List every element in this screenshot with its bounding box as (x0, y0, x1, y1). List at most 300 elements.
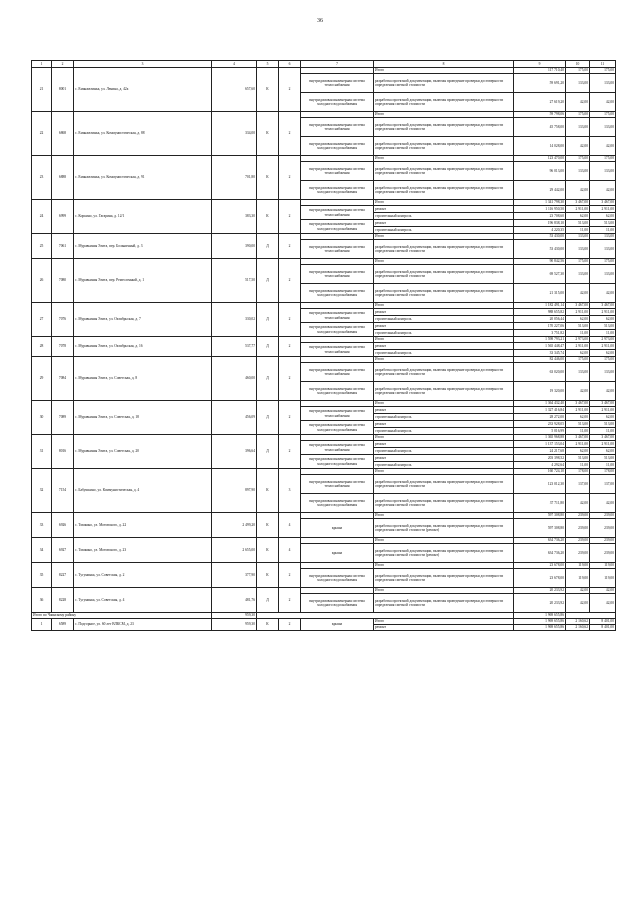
work-type: ремонт (374, 309, 514, 316)
value: 42,00 (590, 181, 616, 200)
value: 29 442,00 (514, 181, 566, 200)
work-type: разработка проектной документации, включая проведение проверки достоверности определения сметной стоимости (374, 475, 514, 494)
total-value: 59 798,06 (514, 112, 566, 118)
row-number: 24 (32, 200, 52, 234)
class: К (257, 68, 279, 112)
total-value: 175,00 (590, 259, 616, 265)
address: с. Еманжелинка, ул. Коммунистическая, д. 91 (74, 156, 212, 200)
total-label: Итого (374, 234, 514, 240)
total-value: 119,00 (590, 563, 616, 569)
class: Д (257, 357, 279, 401)
area: 377,90 (212, 563, 257, 588)
total-value: 175,00 (566, 68, 590, 74)
floors: 2 (279, 234, 301, 259)
row-number: 36 (32, 588, 52, 613)
total-value: 178,00 (566, 469, 590, 475)
system: внутридомовая инженерная система теплоснабжения (301, 162, 374, 181)
floors: 4 (279, 538, 301, 563)
class: К (257, 619, 279, 631)
work-type: разработка проектной документации, включая проведение проверки достоверности определения сметной стоимости (ремонт) (374, 544, 514, 563)
work-type: строительный контроль (374, 448, 514, 455)
work-type: разработка проектной документации, включая проведение проверки достоверности определения сметной стоимости (374, 118, 514, 137)
house-code: 7089 (52, 401, 74, 435)
value: 42,00 (590, 93, 616, 112)
value: 133,00 (590, 363, 616, 382)
address: с. Муравьиная Элита, пер. Больничный, д. 3 (74, 234, 212, 259)
total-value: 123 470,00 (514, 156, 566, 162)
value: 11,00 (590, 330, 616, 337)
value: 2 911,00 (590, 441, 616, 448)
class: К (257, 538, 279, 563)
value: 62,00 (566, 448, 590, 455)
total-value: 1 364 432,40 (514, 401, 566, 407)
value: 2 911,00 (590, 206, 616, 213)
house-code: 6868 (52, 112, 74, 156)
system: внутридомовая инженерная система холодного водоснабжения (301, 494, 374, 513)
total-value: 239,00 (590, 513, 616, 519)
value: 53 430,00 (514, 240, 566, 259)
work-type: разработка проектной документации, включая проведение проверки достоверности определения сметной стоимости (374, 240, 514, 259)
floors: 2 (279, 337, 301, 357)
system: внутридомовая инженерная система теплоснабжения (301, 265, 374, 284)
value: 4 292,64 (514, 462, 566, 469)
work-type: разработка проектной документации, включая проведение проверки достоверности определения сметной стоимости (ремонт) (374, 519, 514, 538)
total-label: Итого (374, 538, 514, 544)
work-type: разработка проектной документации, включая проведение проверки достоверности определения сметной стоимости (374, 74, 514, 93)
value: 42,00 (566, 594, 590, 613)
work-type: разработка проектной документации, включая проведение проверки достоверности определения сметной стоимости (374, 494, 514, 513)
value: 1 137 153,04 (514, 441, 566, 448)
row-number: 29 (32, 357, 52, 401)
work-type: разработка проектной документации, включая проведение проверки достоверности определения сметной стоимости (374, 569, 514, 588)
work-type: разработка проектной документации, включая проведение проверки достоверности определения сметной стоимости (374, 594, 514, 613)
value: 2 911,00 (590, 309, 616, 316)
total-value: 133,00 (566, 234, 590, 240)
total-value: 3 467,00 (566, 303, 590, 309)
total-label: Итого (374, 513, 514, 519)
work-type: строительный контроль (374, 462, 514, 469)
row-number: 22 (32, 112, 52, 156)
house-code: 7078 (52, 337, 74, 357)
value: 239,00 (590, 544, 616, 563)
column-number: 7 (301, 61, 374, 68)
value: 513,00 (590, 421, 616, 428)
total-label: Итого (374, 259, 514, 265)
value: 137,00 (590, 475, 616, 494)
column-number-row (32, 61, 616, 68)
district-total-sum: 1 969 655,86 (514, 613, 566, 619)
total-value: 42,00 (566, 588, 590, 594)
class: К (257, 469, 279, 513)
house-code: 7154 (52, 469, 74, 513)
value: 2 911,00 (566, 441, 590, 448)
area: 460,00 (212, 357, 257, 401)
total-value: 3 467,00 (590, 200, 616, 206)
value: 513,00 (590, 220, 616, 227)
work-type: строительный контроль (374, 428, 514, 435)
value: 24 217,68 (514, 448, 566, 455)
row-number: 34 (32, 538, 52, 563)
row-number: 25 (32, 234, 52, 259)
total-value: 175,00 (590, 112, 616, 118)
total-value: 23 678,00 (514, 563, 566, 569)
class: Д (257, 234, 279, 259)
address: с. Бабушкино, ул. Коммунистическая, д. 4 (74, 469, 212, 513)
floors: 4 (279, 513, 301, 538)
system: внутридомовая инженерная система теплоснабжения (301, 118, 374, 137)
column-number: 8 (374, 61, 514, 68)
value: 133,00 (590, 240, 616, 259)
value: 133,00 (566, 363, 590, 382)
value: 196 838,10 (514, 220, 566, 227)
value: 42,00 (566, 181, 590, 200)
house-code: 8001 (52, 68, 74, 112)
total-value: 3 467,00 (590, 303, 616, 309)
total-label: Итого (374, 619, 514, 625)
value: 11,00 (566, 227, 590, 234)
row-number: 27 (32, 303, 52, 337)
table-body (32, 68, 616, 631)
total-value: 3 467,00 (590, 435, 616, 441)
address: с. Муравьиная Элита, ул. Октябрьская, д. 7 (74, 303, 212, 337)
floors: 2 (279, 156, 301, 200)
work-type: ремонт (374, 343, 514, 350)
total-value: 3 467,00 (590, 401, 616, 407)
system: внутридомовая инженерная система теплоснабжения (301, 407, 374, 421)
house-code: 7084 (52, 357, 74, 401)
value: 62,00 (566, 213, 590, 220)
value: 63 020,00 (514, 363, 566, 382)
value: 203 398,52 (514, 455, 566, 462)
system: крыша (301, 619, 374, 631)
row-number: 28 (32, 337, 52, 357)
column-number: 3 (74, 61, 212, 68)
value: 133,00 (590, 162, 616, 181)
value: 62,00 (590, 448, 616, 455)
column-number: 5 (257, 61, 279, 68)
address: с. Муравьиная Элита, ул. Советская, д. 8 (74, 357, 212, 401)
value: 123 012,30 (514, 475, 566, 494)
house-code: 6888 (52, 156, 74, 200)
total-value: 239,00 (566, 538, 590, 544)
value: 239,00 (566, 519, 590, 538)
total-value: 1 365 968,88 (514, 435, 566, 441)
system: внутридомовая инженерная система холодного водоснабжения (301, 181, 374, 200)
system: внутридомовая инженерная система холодного водоснабжения (301, 455, 374, 469)
value: 2 911,00 (566, 206, 590, 213)
value: 1 565 448,47 (514, 343, 566, 350)
floors: 2 (279, 619, 301, 631)
address: с. Муравьиная Элита, ул. Октябрьская, д. 16 (74, 337, 212, 357)
column-number: 4 (212, 61, 257, 68)
system: внутридомовая инженерная система холодного водоснабжения (301, 137, 374, 156)
value: 33 345,74 (514, 350, 566, 357)
area: 537,77 (212, 337, 257, 357)
value: 3 751,82 (514, 330, 566, 337)
work-type: разработка проектной документации, включая проведение проверки достоверности определения сметной стоимости (374, 181, 514, 200)
class: Д (257, 401, 279, 435)
total-value: 53 430,00 (514, 234, 566, 240)
value: 513,00 (566, 455, 590, 462)
value: 133,00 (566, 240, 590, 259)
house-code: 6927 (52, 538, 74, 563)
total-value: 119,00 (566, 563, 590, 569)
value: 59 691,20 (514, 74, 566, 93)
value: 11,00 (566, 462, 590, 469)
row-number: 35 (32, 563, 52, 588)
work-type: разработка проектной документации, включая проведение проверки достоверности определения сметной стоимости (374, 363, 514, 382)
value: 11,00 (590, 428, 616, 435)
value: 62,00 (590, 316, 616, 323)
total-label: Итого (374, 435, 514, 441)
floors: 3 (279, 469, 301, 513)
total-value: 634 736,20 (514, 538, 566, 544)
area: 897,90 (212, 469, 257, 513)
work-type: строительный контроль (374, 227, 514, 234)
area: 517,50 (212, 259, 257, 303)
area: 657,60 (212, 68, 257, 112)
address: с. Тугунинка, ул. Советская, д. 4 (74, 588, 212, 613)
total-value: 175,00 (566, 156, 590, 162)
class: К (257, 563, 279, 588)
floors: 2 (279, 401, 301, 435)
value: 1 327 416,84 (514, 407, 566, 414)
work-type: строительный контроль (374, 350, 514, 357)
address: с. Еманжелинка, ул. Коммунистическая, д. 88 (74, 112, 212, 156)
total-value: 175,00 (566, 112, 590, 118)
value: 45 758,00 (514, 118, 566, 137)
total-value: 175,00 (590, 156, 616, 162)
address: с. Муравьиная Элита, ул. Советская, д. 18 (74, 401, 212, 435)
area: 481,76 (212, 588, 257, 613)
total-value: 2 973,00 (590, 337, 616, 343)
address: с. Муравьиная Элита, ул. Советская, д. 20 (74, 435, 212, 469)
value: 42,00 (566, 382, 590, 401)
work-type: ремонт (374, 407, 514, 414)
class: Д (257, 435, 279, 469)
work-type: разработка проектной документации, включая проведение проверки достоверности определения сметной стоимости (374, 137, 514, 156)
work-type: разработка проектной документации, включая проведение проверки достоверности определения сметной стоимости (374, 265, 514, 284)
total-value: 3 467,00 (566, 435, 590, 441)
total-value: 1 182 491,14 (514, 303, 566, 309)
total-label: Итого (374, 337, 514, 343)
value: 2 911,00 (590, 407, 616, 414)
total-value: 175,00 (566, 259, 590, 265)
total-value: 117 710,40 (514, 68, 566, 74)
system: внутридомовая инженерная система теплоснабжения (301, 363, 374, 382)
value: 42,00 (566, 494, 590, 513)
value: 1 969 655,86 (514, 625, 566, 631)
total-value: 1 969 655,86 (514, 619, 566, 625)
system: внутридомовая инженерная система холодного водоснабжения (301, 421, 374, 435)
work-type: ремонт (374, 323, 514, 330)
system: внутридомовая инженерная система холодного водоснабжения (301, 382, 374, 401)
value: 2 911,00 (566, 309, 590, 316)
system: внутридомовая инженерная система холодного водоснабжения (301, 594, 374, 613)
value: 2 911,00 (566, 407, 590, 414)
system: внутридомовая инженерная система теплоснабжения (301, 206, 374, 220)
value: 42,00 (590, 594, 616, 613)
total-label: Итого (374, 357, 514, 363)
value: 23 708,60 (514, 213, 566, 220)
work-type: строительный контроль (374, 213, 514, 220)
system: крыша (301, 544, 374, 563)
work-type: разработка проектной документации, включая проведение проверки достоверности определения сметной стоимости (374, 382, 514, 401)
district-total-label: Итого по Чаинскому району (32, 613, 212, 619)
total-label: Итого (374, 563, 514, 569)
system: внутридомовая инженерная система холодного водоснабжения (301, 93, 374, 112)
floors: 2 (279, 435, 301, 469)
system: внутридомовая инженерная система теплоснабжения (301, 441, 374, 455)
house-code: 8228 (52, 588, 74, 613)
address: с. Тимкино, ул. Мотовского, д. 22 (74, 513, 212, 538)
total-value: 160 724,10 (514, 469, 566, 475)
address: с. Тимкино, ул. Мотовского, д. 23 (74, 538, 212, 563)
area: 330,02 (212, 303, 257, 337)
total-value: 90 842,56 (514, 259, 566, 265)
value: 27 619,20 (514, 93, 566, 112)
value: 11,00 (566, 330, 590, 337)
house-code: 6926 (52, 513, 74, 538)
floors: 2 (279, 357, 301, 401)
value: 8 401,00 (590, 625, 616, 631)
total-value: 597 308,80 (514, 513, 566, 519)
class: Д (257, 337, 279, 357)
value: 4 220,35 (514, 227, 566, 234)
row-number: 26 (32, 259, 52, 303)
total-value: 239,00 (590, 538, 616, 544)
area: 2 499,20 (212, 513, 257, 538)
house-code: 7061 (52, 234, 74, 259)
house-code: 7076 (52, 303, 74, 337)
class: Д (257, 259, 279, 303)
total-value: 133,00 (590, 234, 616, 240)
value: 239,00 (590, 519, 616, 538)
floors: 2 (279, 200, 301, 234)
value: 11,00 (590, 462, 616, 469)
class: К (257, 112, 279, 156)
value: 513,00 (566, 220, 590, 227)
class: К (257, 200, 279, 234)
floors: 2 (279, 112, 301, 156)
total-value: 175,00 (566, 357, 590, 363)
floors: 2 (279, 303, 301, 337)
work-type: ремонт (374, 441, 514, 448)
row-number: 30 (32, 401, 52, 435)
capital-repair-table (31, 60, 616, 631)
area: 701,80 (212, 156, 257, 200)
work-type: строительный контроль (374, 316, 514, 323)
class: Д (257, 588, 279, 613)
column-number: 2 (52, 61, 74, 68)
total-value: 2 973,00 (566, 337, 590, 343)
house-code: 6589 (52, 619, 74, 631)
total-label: Итого (374, 303, 514, 309)
value: 137,00 (566, 475, 590, 494)
column-number: 6 (279, 61, 301, 68)
floors: 2 (279, 259, 301, 303)
row-number: 1 (32, 619, 52, 631)
row-number: 31 (32, 435, 52, 469)
value: 11,00 (590, 227, 616, 234)
system: внутридомовая инженерная система холодного водоснабжения (301, 569, 374, 588)
address: с. Муравьиная Элита, пер. Ремесленный, д. 1 (74, 259, 212, 303)
system: внутридомовая инженерная система теплоснабжения (301, 74, 374, 93)
value: 21 315,00 (514, 284, 566, 303)
work-type: разработка проектной документации, включая проведение проверки достоверности определения сметной стоимости (374, 162, 514, 181)
value: 62,00 (590, 350, 616, 357)
floors: 2 (279, 588, 301, 613)
value: 513,00 (566, 421, 590, 428)
total-value: 8 401,00 (590, 619, 616, 625)
area: 396,64 (212, 435, 257, 469)
floors: 2 (279, 563, 301, 588)
value: 513,00 (590, 455, 616, 462)
system: внутридомовая инженерная система теплоснабжения (301, 475, 374, 494)
house-code: 7080 (52, 259, 74, 303)
value: 133,00 (566, 74, 590, 93)
value: 119,00 (566, 569, 590, 588)
value: 2 911,00 (566, 343, 590, 350)
area: 334,00 (212, 112, 257, 156)
total-value: 2 160,62 (566, 619, 590, 625)
work-type: ремонт (374, 625, 514, 631)
value: 42,00 (590, 382, 616, 401)
value: 239,00 (566, 544, 590, 563)
value: 133,00 (590, 74, 616, 93)
value: 28 272,00 (514, 414, 566, 421)
system: внутридомовая инженерная система холодного водоснабжения (301, 323, 374, 337)
value: 597 308,80 (514, 519, 566, 538)
area: 456,09 (212, 401, 257, 435)
value: 170 227,06 (514, 323, 566, 330)
work-type: ремонт (374, 220, 514, 227)
system: внутридомовая инженерная система холодного водоснабжения (301, 284, 374, 303)
area: 2 655,00 (212, 538, 257, 563)
value: 133,00 (590, 118, 616, 137)
total-value: 3 467,00 (566, 401, 590, 407)
column-number: 10 (566, 61, 590, 68)
value: 2 911,00 (590, 343, 616, 350)
total-label: Итого (374, 112, 514, 118)
floors: 2 (279, 68, 301, 112)
value: 62,00 (590, 414, 616, 421)
total-label: Итого (374, 68, 514, 74)
value: 96 013,00 (514, 162, 566, 181)
total-value: 175,00 (590, 68, 616, 74)
value: 133,00 (566, 118, 590, 137)
value: 133,00 (590, 265, 616, 284)
work-type: разработка проектной документации, включая проведение проверки достоверности определения сметной стоимости (374, 284, 514, 303)
total-value: 82 446,00 (514, 357, 566, 363)
total-value: 1 341 798,30 (514, 200, 566, 206)
value: 988 655,82 (514, 309, 566, 316)
address: с. Подгорное, ул. 60 лет ВЛКСМ, д. 23 (74, 619, 212, 631)
value: 11,00 (566, 428, 590, 435)
class: К (257, 513, 279, 538)
total-label: Итого (374, 156, 514, 162)
value: 119,00 (590, 569, 616, 588)
house-code: 6999 (52, 200, 74, 234)
value: 14 028,00 (514, 137, 566, 156)
value: 233 928,05 (514, 421, 566, 428)
class: К (257, 156, 279, 200)
work-type: разработка проектной документации, включая проведение проверки достоверности определения сметной стоимости (374, 93, 514, 112)
work-type: ремонт (374, 206, 514, 213)
total-value: 20 233,92 (514, 588, 566, 594)
value: 42,00 (590, 494, 616, 513)
value: 19 320,00 (514, 382, 566, 401)
